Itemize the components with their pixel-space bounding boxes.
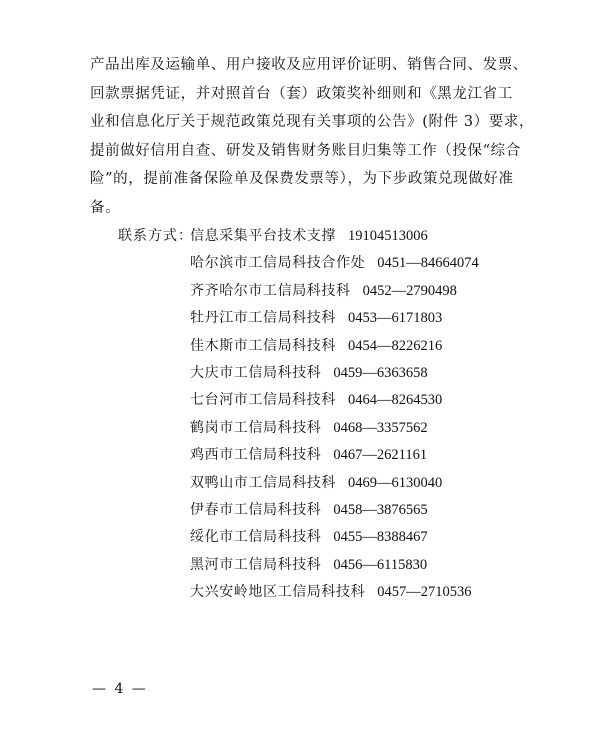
contact-phone: 0455—8388467 — [333, 529, 428, 546]
contact-phone: 0451—84664074 — [377, 255, 479, 272]
paragraph-line: 提前做好信用自查、研发及销售财务账目归集等工作（投保“综合 — [90, 142, 521, 159]
contact-row — [118, 524, 479, 551]
paragraph-line: 产品出库及运输单、用户接收及应用评价证明、销售合同、发票、 — [90, 57, 528, 73]
contact-row — [118, 305, 479, 332]
contact-phone: 0467—2621161 — [333, 447, 428, 464]
contact-phone: 0452—2790498 — [362, 282, 457, 299]
contact-org: 信息采集平台技术支撑 — [190, 228, 336, 244]
contact-row — [118, 333, 479, 360]
contact-row — [118, 387, 479, 414]
contact-org: 齐齐哈尔市工信局科技科 — [190, 282, 351, 299]
contact-org: 双鸭山市工信局科技科 — [190, 474, 336, 491]
paragraph-line: 回款票据凭证，并对照首台（套）政策奖补细则和《黑龙江省工 — [90, 85, 513, 102]
contact-row — [118, 470, 479, 497]
contact-phone: 0454—8226216 — [348, 337, 443, 354]
contact-org: 鸡西市工信局科技科 — [190, 447, 322, 464]
page-number: — 4 — — [92, 681, 148, 697]
contact-row — [118, 278, 479, 305]
contact-label: 联系方式： — [118, 228, 193, 244]
contact-row — [118, 579, 479, 606]
contact-row — [118, 223, 479, 250]
contact-row — [118, 250, 479, 277]
contact-org: 佳木斯市工信局科技科 — [190, 337, 336, 354]
contact-phone: 0459—6363658 — [333, 364, 428, 381]
contact-org: 伊春市工信局科技科 — [190, 501, 322, 518]
contact-phone: 19104513006 — [348, 228, 428, 244]
contact-phone: 0464—8264530 — [348, 392, 443, 409]
contact-phone: 0458—3876565 — [333, 501, 428, 518]
contact-phone: 0453—6171803 — [348, 310, 443, 327]
body-paragraph — [90, 51, 535, 223]
contact-row — [118, 415, 479, 442]
contact-phone: 0456—6115830 — [333, 556, 428, 573]
paragraph-line: 备。 — [90, 199, 121, 216]
paragraph-line: 险”的，提前准备保险单及保费发票等），为下步政策兑现做好准 — [90, 171, 514, 188]
contact-org: 哈尔滨市工信局科技合作处 — [190, 255, 366, 272]
contact-org: 牡丹江市工信局科技科 — [190, 310, 336, 327]
contact-org: 绥化市工信局科技科 — [190, 529, 322, 546]
contact-row — [118, 552, 479, 579]
contact-phone: 0469—6130040 — [348, 474, 443, 491]
contact-org: 大兴安岭地区工信局科技科 — [190, 584, 366, 601]
contact-org: 黑河市工信局科技科 — [190, 556, 322, 573]
contact-org: 七台河市工信局科技科 — [190, 392, 336, 409]
contact-row — [118, 442, 479, 469]
contact-row — [118, 360, 479, 387]
contact-org: 鹤岗市工信局科技科 — [190, 419, 322, 436]
contact-row — [118, 497, 479, 524]
contact-phone: 0468—3357562 — [333, 419, 428, 436]
paragraph-line: 业和信息化厅关于规范政策兑现有关事项的公告》(附件 3）要求， — [90, 114, 535, 131]
contact-list — [118, 223, 479, 606]
contact-org: 大庆市工信局科技科 — [190, 364, 322, 381]
contact-phone: 0457—2710536 — [377, 584, 472, 601]
